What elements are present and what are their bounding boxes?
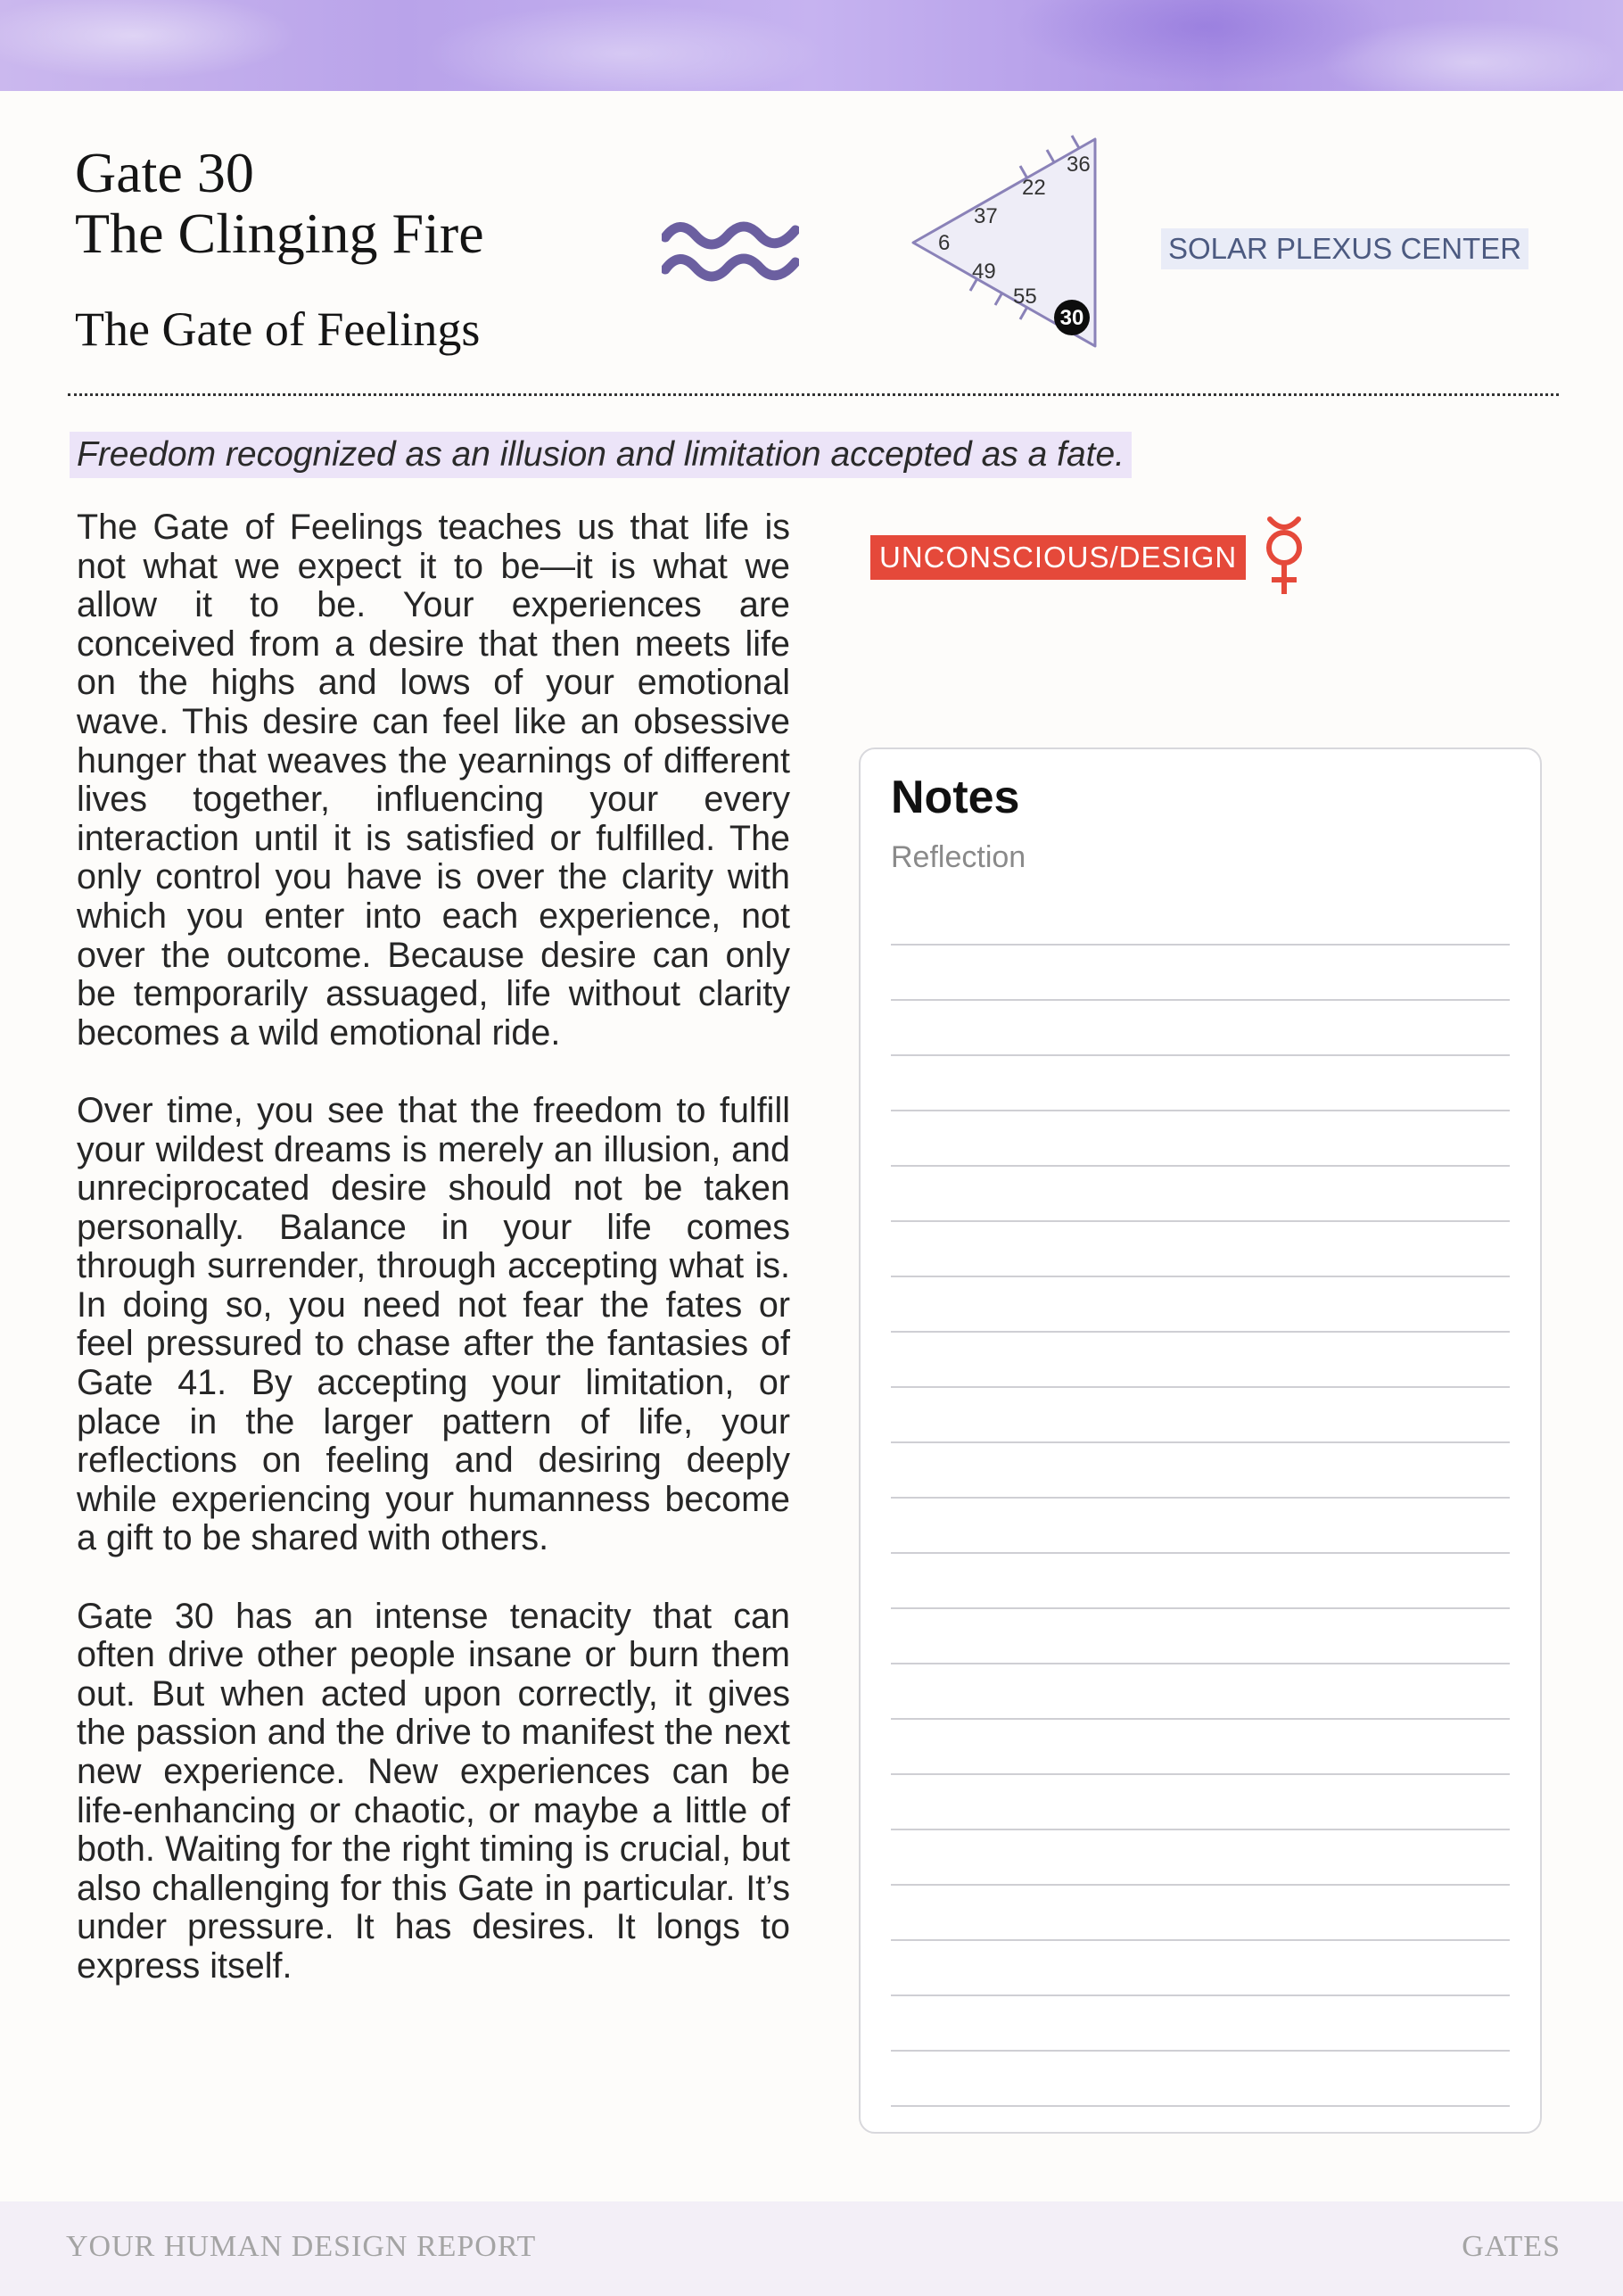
gate-name: The Clinging Fire [75,202,484,265]
highlighted-gate-label: 30 [1059,306,1084,330]
footer-report-title: YOUR HUMAN DESIGN REPORT [66,2230,537,2263]
notes-card [859,747,1542,2134]
notes-writing-line[interactable] [891,1718,1510,1720]
solar-plexus-center-diagram [901,134,1124,357]
page-footer [0,2201,1623,2296]
gate-label: 55 [1013,285,1037,309]
notes-writing-line[interactable] [891,1995,1510,1996]
footer-section-title: GATES [1462,2230,1561,2263]
gate-label: 49 [972,260,996,284]
mercury-icon [1257,516,1311,598]
gate-label: 37 [974,204,998,228]
notes-writing-line[interactable] [891,999,1510,1001]
gate-subtitle: The Gate of Feelings [75,302,481,356]
activation-badge: UNCONSCIOUS/DESIGN [870,535,1246,580]
description-paragraph: The Gate of Feelings teaches us that life is not what we expect it to be—it is what we allow it to be. Your experiences are conceived from a desire that then meets life on the highs and lows of your emotional wave. This desire can feel like an obsessive hunger that weaves the yearnings of different lives together, influencing your every interaction until it is satisfied or fulfilled. The only control you have is over the clarity with which you enter into each experience, not over the outcome. Because desire can only be temporarily assuaged, life without clarity becomes a wild emotional ride. [77,508,790,1053]
notes-writing-line[interactable] [891,1054,1510,1056]
notes-writing-line[interactable] [891,1884,1510,1886]
description-paragraph: Over time, you see that the freedom to fulfill your wildest dreams is merely an illusion, and unreciprocated desire should not be taken personally. Balance in your life comes through surrender, through accepting what is. In doing so, you need not fear the fates or feel pressured to chase after the fantasies of Gate 41. By accepting your limitation, or place in the larger pattern of life, your reflections on feeling and desiring deeply while experiencing your humanness become a gift to be shared with others. [77,1090,790,1558]
notes-writing-line[interactable] [891,1165,1510,1167]
notes-writing-line[interactable] [891,1497,1510,1499]
gate-label: 36 [1067,153,1091,177]
aquarius-icon [662,211,799,287]
notes-writing-line[interactable] [891,1939,1510,1941]
notes-writing-line[interactable] [891,1220,1510,1222]
notes-writing-line[interactable] [891,1331,1510,1333]
center-label-badge: SOLAR PLEXUS CENTER [1161,228,1528,269]
page-title [75,143,484,264]
gate-number: Gate 30 [75,141,254,204]
gate-description [77,508,790,2025]
gate-label: 22 [1022,176,1046,200]
notes-subtitle: Reflection [891,840,1026,874]
notes-writing-line[interactable] [891,1441,1510,1443]
gate-quote: Freedom recognized as an illusion and limitation accepted as a fate. [70,432,1132,478]
notes-writing-line[interactable] [891,1773,1510,1775]
notes-writing-line[interactable] [891,2050,1510,2052]
notes-writing-line[interactable] [891,1552,1510,1554]
description-paragraph: Gate 30 has an intense tenacity that can often drive other people insane or burn them out. But when acted upon correctly, it gives the passion and the drive to manifest the next new experience. New experiences can be life-enhancing or chaotic, or maybe a little of both. Waiting for the right timing is crucial, but also challenging for this Gate in particular. It’s under pressure. It has desires. It longs to express itself. [77,1596,790,1986]
notes-writing-line[interactable] [891,1110,1510,1111]
notes-writing-line[interactable] [891,1607,1510,1609]
notes-writing-line[interactable] [891,2105,1510,2107]
notes-writing-line[interactable] [891,1663,1510,1664]
notes-writing-line[interactable] [891,1829,1510,1830]
watercolor-header-band [0,0,1623,91]
notes-title: Notes [891,772,1020,823]
notes-writing-line[interactable] [891,1276,1510,1277]
notes-writing-line[interactable] [891,1386,1510,1388]
dotted-divider [68,393,1559,396]
notes-writing-line[interactable] [891,944,1510,946]
gate-label: 6 [938,231,951,255]
